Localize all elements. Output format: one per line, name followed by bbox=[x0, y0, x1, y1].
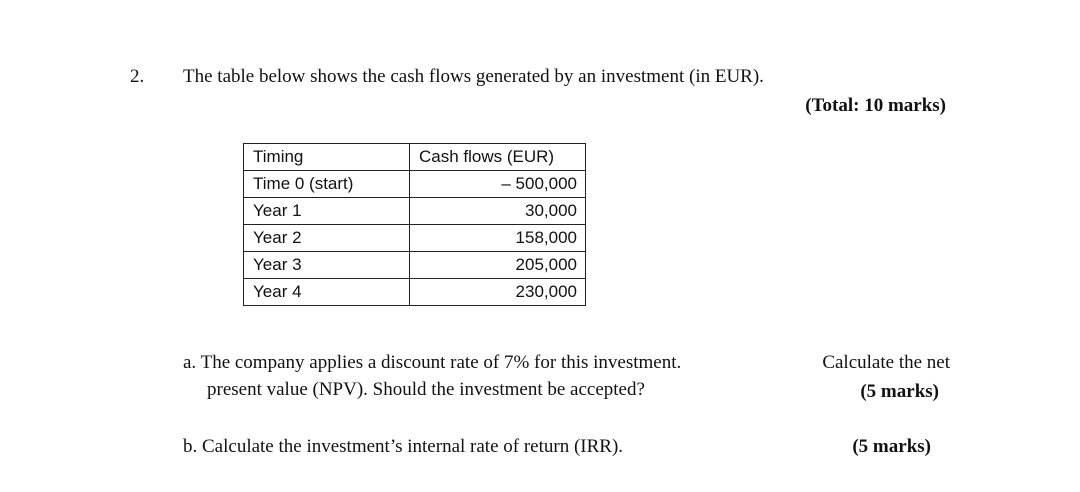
table-row bbox=[244, 171, 586, 198]
table-row bbox=[244, 252, 586, 279]
cash-flow-table bbox=[243, 143, 586, 306]
question-intro: The table below shows the cash flows generated by an investment (in EUR). bbox=[183, 66, 764, 87]
header-timing: Timing bbox=[244, 144, 410, 171]
cash-flow-cell: 158,000 bbox=[410, 225, 586, 252]
timing-cell: Time 0 (start) bbox=[244, 171, 410, 198]
part-b-marks: (5 marks) bbox=[852, 436, 931, 457]
part-a-marks: (5 marks) bbox=[860, 381, 939, 402]
table-row bbox=[244, 198, 586, 225]
cash-flow-cell: – 500,000 bbox=[410, 171, 586, 198]
part-a-line-1-left: a. The company applies a discount rate of 7% for this investment. bbox=[183, 352, 682, 373]
timing-cell: Year 1 bbox=[244, 198, 410, 225]
total-marks: (Total: 10 marks) bbox=[805, 95, 946, 116]
part-a-text bbox=[183, 352, 950, 401]
part-a-line-1-right: Calculate the net bbox=[822, 352, 950, 373]
table-row bbox=[244, 279, 586, 306]
timing-cell: Year 2 bbox=[244, 225, 410, 252]
timing-cell: Year 4 bbox=[244, 279, 410, 306]
header-cash-flows: Cash flows (EUR) bbox=[410, 144, 586, 171]
part-a-line-1 bbox=[183, 352, 950, 374]
timing-cell: Year 3 bbox=[244, 252, 410, 279]
cash-flow-cell: 205,000 bbox=[410, 252, 586, 279]
cash-flow-cell: 230,000 bbox=[410, 279, 586, 306]
question-number: 2. bbox=[130, 66, 145, 87]
part-b-text: b. Calculate the investment’s internal rate of return (IRR). bbox=[183, 436, 624, 457]
cash-flow-cell: 30,000 bbox=[410, 198, 586, 225]
table-header-row bbox=[244, 144, 586, 171]
table-row bbox=[244, 225, 586, 252]
part-a-line-2: present value (NPV). Should the investment be accepted? bbox=[207, 379, 645, 400]
